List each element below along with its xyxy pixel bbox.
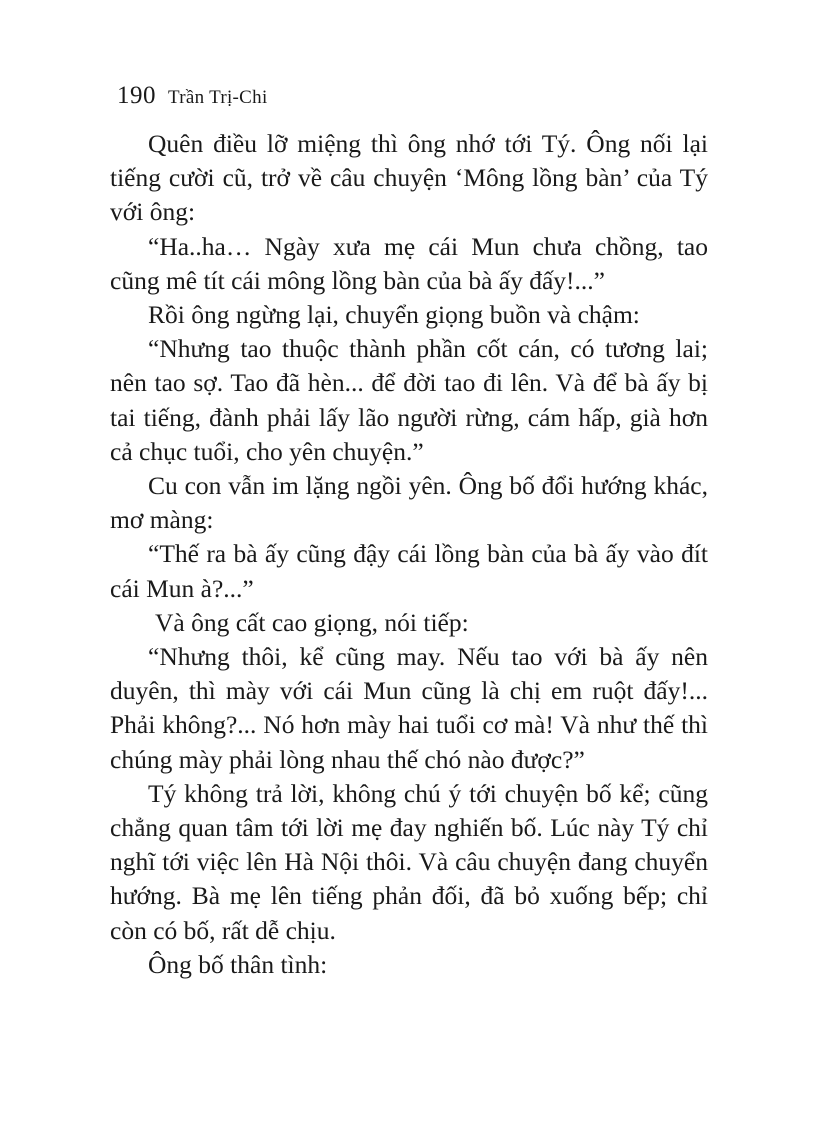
paragraph: Và ông cất cao giọng, nói tiếp:	[155, 607, 469, 637]
paragraph: “Nhưng tao thuộc thành phần cốt cán, có tương lai; nên tao sợ. Tao đã hèn... để đời tao đi lên. Và để bà ấy bị tai tiếng, đành phải lấy lão người rừng, cám hấp, già hơn cả chục tuổi, cho yên chuyện.”	[110, 334, 708, 466]
paragraph: “Nhưng thôi, kể cũng may. Nếu tao với bà ấy nên duyên, thì mày với cái Mun cũng là chị em ruột đấy!... Phải không?... Nó hơn mày hai tuổi cơ mà! Và như thế thì chúng mày phải lòng nhau thế chó nào được?”	[110, 642, 708, 774]
paragraph: “Thế ra bà ấy cũng đậy cái lồng bàn của bà ấy vào đít cái Mun à?...”	[110, 539, 708, 603]
paragraph: Cu con vẫn im lặng ngồi yên. Ông bố đổi hướng khác, mơ màng:	[110, 471, 708, 535]
page-number: 190	[117, 82, 156, 109]
paragraph: “Ha..ha… Ngày xưa mẹ cái Mun chưa chồng, tao cũng mê tít cái mông lồng bàn của bà ấy đấy!...”	[110, 231, 708, 295]
paragraph: Rồi ông ngừng lại, chuyển giọng buồn và chậm:	[148, 300, 640, 330]
paragraph: Quên điều lỡ miệng thì ông nhớ tới Tý. Ông nối lại tiếng cười cũ, trở về câu chuyện ‘Mông lồng bàn’ của Tý với ông:	[110, 129, 708, 227]
body-text	[110, 127, 708, 982]
paragraph: Ông bố thân tình:	[148, 949, 328, 979]
page-header	[117, 82, 268, 110]
running-head-author: Trần Trị-Chi	[168, 87, 268, 108]
paragraph: Tý không trả lời, không chú ý tới chuyện bố kể; cũng chẳng quan tâm tới lời mẹ đay nghiến bố. Lúc này Tý chỉ nghĩ tới việc lên Hà Nội thôi. Và câu chuyện đang chuyển hướng. Bà mẹ lên tiếng phản đối, đã bỏ xuống bếp; chỉ còn có bố, rất dễ chịu.	[110, 778, 708, 945]
